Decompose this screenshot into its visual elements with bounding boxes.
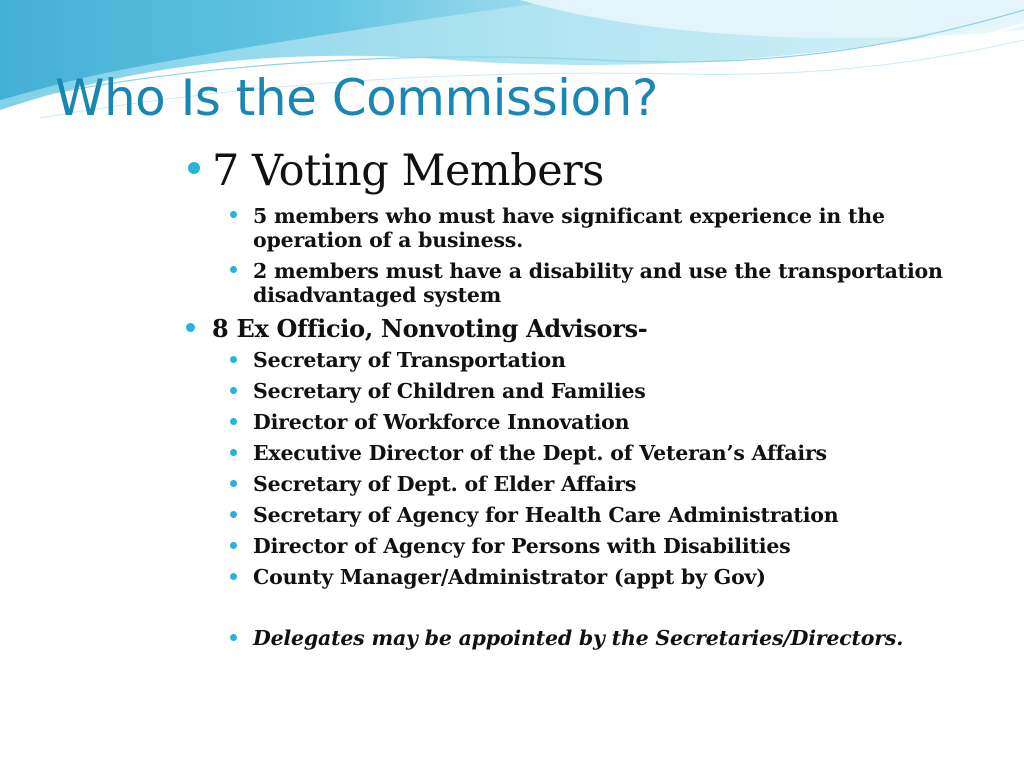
bullet-dot [230,387,237,394]
voting-members-heading: 7 Voting Members [212,146,604,196]
bullet-dot [186,323,195,332]
advisor-item: Secretary of Agency for Health Care Administration [253,503,839,527]
bullet-dot [230,266,237,273]
voting-item: 2 members must have a disability and use the transportation disadvantaged system [253,259,943,307]
advisor-item: Secretary of Dept. of Elder Affairs [253,472,637,496]
advisor-item: County Manager/Administrator (appt by Gov) [253,565,766,589]
advisor-item: Secretary of Transportation [253,348,566,372]
bullet-dot [230,356,237,363]
advisor-item: Executive Director of the Dept. of Veteran’s Affairs [253,441,827,465]
bullet-dot [230,634,237,641]
bullet-dot [230,573,237,580]
advisor-item: Secretary of Children and Families [253,379,646,403]
bullet-dot [188,162,200,174]
bullet-dot [230,418,237,425]
bullet-dot [230,542,237,549]
slide-title: Who Is the Commission? [55,69,658,127]
bullet-dot [230,211,237,218]
bullet-dot [230,480,237,487]
advisor-item: Director of Agency for Persons with Disabilities [253,534,791,558]
voting-item: 5 members who must have significant experience in the operation of a business. [253,204,885,252]
advisor-item: Director of Workforce Innovation [253,410,630,434]
delegates-note: Delegates may be appointed by the Secretaries/Directors. [253,626,904,650]
bullet-dot [230,449,237,456]
advisors-heading: 8 Ex Officio, Nonvoting Advisors- [212,314,648,343]
bullet-dot [230,511,237,518]
